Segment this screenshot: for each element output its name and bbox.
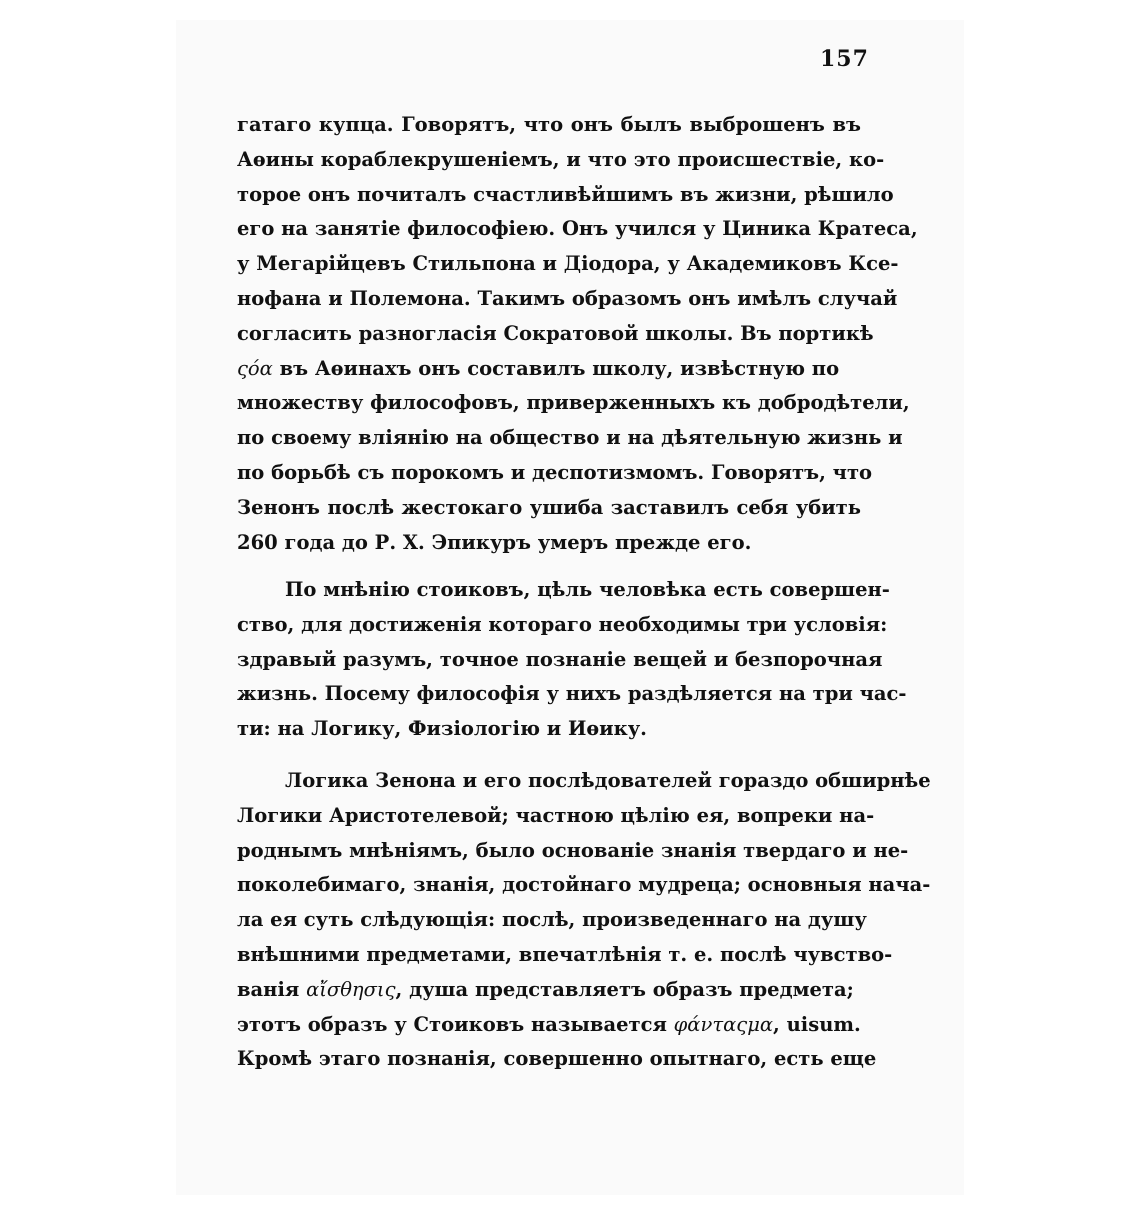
text-line: поколебимаго, знанія, достойнаго мудреца; основныя нача- xyxy=(237,873,931,897)
line-text: этотъ образъ у Стоиковъ называется xyxy=(237,1012,674,1036)
text-line: нофана и Полемона. Такимъ образомъ онъ имѣлъ случай xyxy=(237,286,898,310)
text-line: роднымъ мнѣніямъ, было основаніе знанія твердаго и не- xyxy=(237,838,909,862)
text-line xyxy=(237,352,861,387)
text-line: жизнь. Посему философія у нихъ раздѣляется на три час- xyxy=(237,682,907,706)
text-line: ство, для достиженія котораго необходимы три условія: xyxy=(237,612,888,636)
paragraph-3 xyxy=(237,764,931,1077)
text-line: 260 года до Р. Х. Эпикуръ умеръ прежде его. xyxy=(237,530,752,554)
text-line: Логика Зенона и его послѣдователей гораздо обширнѣе xyxy=(285,769,931,792)
text-line: гатаго купца. Говорятъ, что онъ былъ выброшенъ въ xyxy=(237,113,861,136)
text-line: ла ея суть слѣдующія: послѣ, произведеннаго на душу xyxy=(237,908,867,932)
text-line: множеству философовъ, приверженныхъ къ добродѣтели, xyxy=(237,391,910,415)
text-line: по своему вліянію на общество и на дѣятельную жизнь и xyxy=(237,426,903,450)
text-line xyxy=(237,973,861,1008)
line-text: , душа представляетъ образъ предмета; xyxy=(395,977,854,1001)
text-line: его на занятіе философіею. Онъ учился у Циника Кратеса, xyxy=(237,217,918,241)
text-line: По мнѣнію стоиковъ, цѣль человѣка есть совершен- xyxy=(285,578,890,601)
text-line: здравый разумъ, точное познаніе вещей и безпорочная xyxy=(237,647,883,671)
text-line: согласить разногласія Сократовой школы. Въ портикѣ xyxy=(237,321,874,345)
text-line: Зенонъ послѣ жестокаго ушиба заставилъ себя убить xyxy=(237,495,861,519)
text-line: у Мегарійцевъ Стильпона и Діодора, у Академиковъ Ксе- xyxy=(237,252,899,276)
text-line: Аѳины кораблекрушеніемъ, и что это происшествіе, ко- xyxy=(237,147,885,171)
text-line: внѣшними предметами, впечатлѣнія т. е. послѣ чувство- xyxy=(237,942,893,966)
line-text: ванія xyxy=(237,977,307,1001)
line-text: въ Аѳинахъ онъ составилъ школу, извѣстную по xyxy=(272,356,840,380)
text-line: по борьбѣ съ порокомъ и деспотизмомъ. Говорятъ, что xyxy=(237,460,873,484)
page-number: 157 xyxy=(820,46,869,72)
text-line: Логики Аристотелевой; частною цѣлію ея, вопреки на- xyxy=(237,803,875,827)
greek-term: ςόα xyxy=(237,356,273,380)
line-text: , uisum. xyxy=(773,1012,861,1036)
text-line: торое онъ почиталъ счастливѣйшимъ въ жизни, рѣшило xyxy=(237,182,894,206)
paragraph-1 xyxy=(237,108,918,560)
paragraph-2 xyxy=(237,573,907,747)
text-line xyxy=(237,1008,861,1043)
text-line: ти: на Логику, Физіологію и Иѳику. xyxy=(237,717,647,741)
text-line: Кромѣ этаго познанія, совершенно опытнаго, есть еще xyxy=(237,1047,877,1071)
greek-term: φάνταςμα xyxy=(673,1012,774,1036)
greek-term: αἴσθησις xyxy=(306,977,396,1001)
